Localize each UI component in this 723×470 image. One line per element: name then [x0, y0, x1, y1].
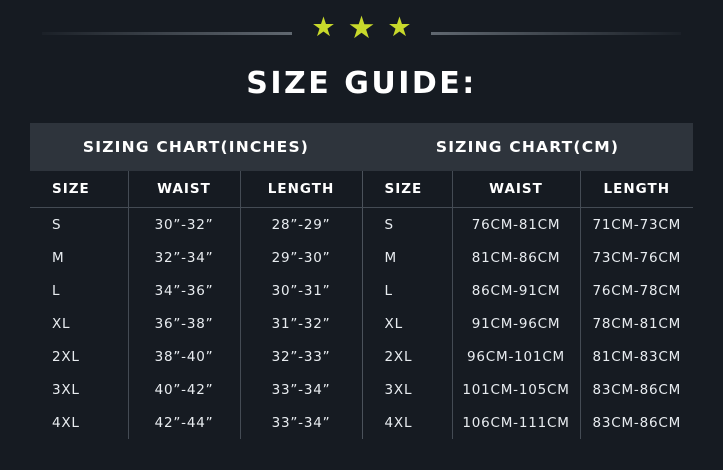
star-icon: ★ — [311, 11, 336, 42]
star-group — [295, 9, 427, 45]
chart-header-cm: SIZING CHART(CM) — [362, 123, 693, 171]
table-row — [30, 274, 693, 307]
cell-waist-in: 42”-44” — [128, 406, 240, 439]
star-icon: ★ — [387, 11, 412, 42]
cell-waist-in: 36”-38” — [128, 307, 240, 340]
cell-length-cm: 73CM-76CM — [592, 249, 682, 266]
decorative-top-band — [0, 0, 723, 56]
col-header-waist-in: WAIST — [128, 171, 240, 208]
col-header-size-in: SIZE — [30, 171, 128, 208]
cell-size-cm: 2XL — [362, 340, 452, 373]
table-row — [30, 241, 693, 274]
chart-header-inches: SIZING CHART(INCHES) — [30, 123, 362, 171]
cell-length-in: 31”-32” — [240, 307, 362, 340]
col-header-length-cm: LENGTH — [580, 171, 693, 208]
table-header-row — [30, 123, 693, 171]
cell-waist-cm: 81CM-86CM — [452, 241, 580, 274]
cell-length-cm: 83CM-86CM — [592, 414, 682, 431]
cell-waist-in: 38”-40” — [128, 340, 240, 373]
cell-length-cm: 71CM-73CM — [592, 216, 682, 233]
cell-waist-cm: 101CM-105CM — [452, 373, 580, 406]
cell-size-in: 4XL — [30, 406, 128, 439]
cell-length-in: 33”-34” — [240, 373, 362, 406]
star-icon: ★ — [347, 9, 376, 45]
cell-size-cm: M — [362, 241, 452, 274]
cell-length-in: 32”-33” — [240, 340, 362, 373]
cell-size-cm: 3XL — [362, 373, 452, 406]
cell-waist-cm: 76CM-81CM — [452, 208, 580, 242]
cell-size-in: XL — [30, 307, 128, 340]
cell-size-in: L — [30, 274, 128, 307]
cell-waist-cm: 86CM-91CM — [452, 274, 580, 307]
cell-length-in: 33”-34” — [240, 406, 362, 439]
cell-size-cm: L — [362, 274, 452, 307]
cell-size-cm: XL — [362, 307, 452, 340]
table-row — [30, 406, 693, 439]
cell-waist-cm: 106CM-111CM — [452, 406, 580, 439]
cell-length-in: 28”-29” — [240, 208, 362, 242]
table-row — [30, 340, 693, 373]
cell-waist-cm: 96CM-101CM — [452, 340, 580, 373]
col-header-waist-cm: WAIST — [452, 171, 580, 208]
cell-length-in: 29”-30” — [240, 241, 362, 274]
divider-right — [431, 32, 681, 35]
cell-waist-in: 32”-34” — [128, 241, 240, 274]
divider-left — [42, 32, 292, 35]
cell-size-cm: S — [362, 208, 452, 242]
cell-length-cm: 78CM-81CM — [592, 315, 682, 332]
column-header-row — [30, 171, 693, 208]
cell-length-cm: 76CM-78CM — [592, 282, 682, 299]
cell-size-in: 2XL — [30, 340, 128, 373]
cell-length-cm: 81CM-83CM — [592, 348, 682, 365]
bottom-spacer — [0, 439, 723, 453]
table-row — [30, 373, 693, 406]
table-row — [30, 208, 693, 242]
cell-length-in: 30”-31” — [240, 274, 362, 307]
cell-length-cm: 83CM-86CM — [592, 381, 682, 398]
cell-waist-in: 34”-36” — [128, 274, 240, 307]
cell-waist-cm: 91CM-96CM — [452, 307, 580, 340]
col-header-length-in: LENGTH — [240, 171, 362, 208]
cell-waist-in: 30”-32” — [128, 208, 240, 242]
size-tables — [30, 123, 693, 439]
col-header-size-cm: SIZE — [362, 171, 452, 208]
cell-size-in: 3XL — [30, 373, 128, 406]
size-guide-table — [30, 123, 693, 439]
cell-size-in: S — [30, 208, 128, 242]
cell-size-in: M — [30, 241, 128, 274]
table-row — [30, 307, 693, 340]
page-title: SIZE GUIDE: — [246, 66, 477, 101]
cell-waist-in: 40”-42” — [128, 373, 240, 406]
cell-size-cm: 4XL — [362, 406, 452, 439]
